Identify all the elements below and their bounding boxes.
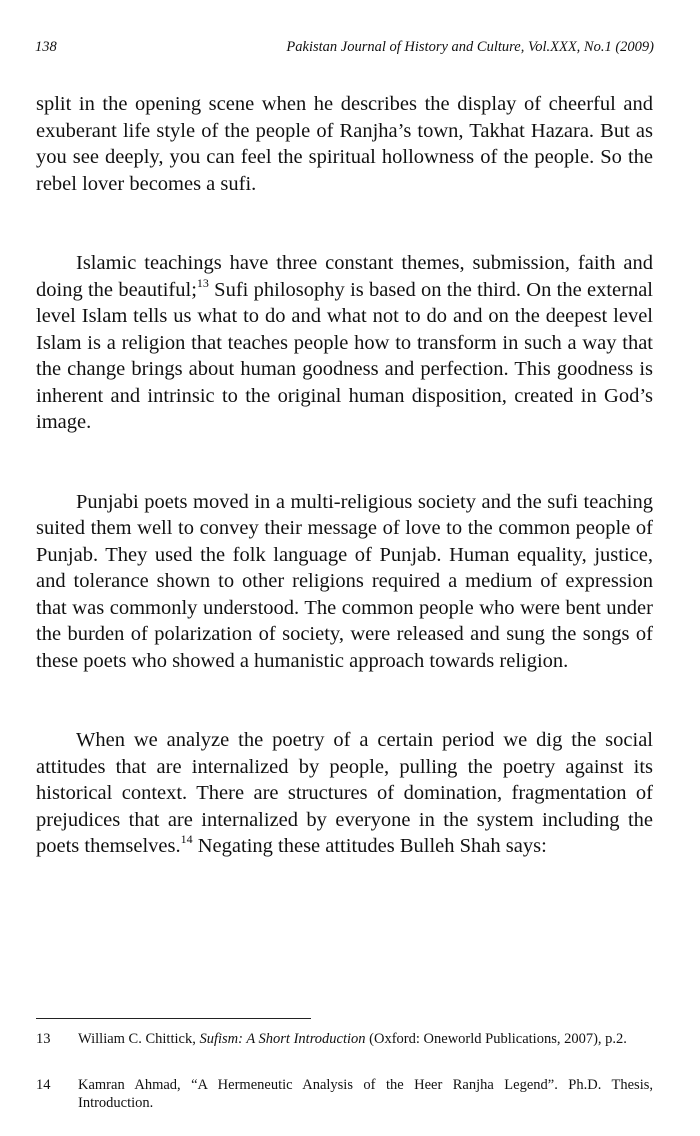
footnote-13-pre: William C. Chittick, <box>78 1031 200 1047</box>
footnote-14-number: 14 <box>36 1077 51 1093</box>
paragraph-4 <box>36 727 653 860</box>
page-number: 138 <box>35 39 57 55</box>
paragraph-3: Punjabi poets moved in a multi-religious society and the sufi teaching suited them well to convey their message of love to the common people of Punjab. They used the folk language of Punjab. Human equality, justice, and tolerance shown to other religions required a medium of expression that was commonly understood. The common people who were bent under the burden of polarization of society, were released and sung the songs of these poets who showed a humanistic approach towards religion. <box>36 490 653 672</box>
body-text <box>36 91 653 913</box>
footnote-13-number: 13 <box>36 1031 51 1047</box>
paragraph-4-text-a: When we analyze the poetry of a certain period we dig the social attitudes that are internalized by people, pulling the poetry against its historical context. There are structures of domination, fragmentation of prejudices that are internalized by everyone in the system including the poets themselves. <box>36 729 653 857</box>
footnote-divider <box>36 1018 311 1019</box>
footnote-ref-13[interactable]: 13 <box>196 275 209 290</box>
paragraph-2-text-b: Sufi philosophy is based on the third. On the external level Islam tells us what to do and what not to do and on the deepest level Islam is a religion that teaches people how to transform in such a way that the change brings about human goodness and perfection. This goodness is inherent and intrinsic to the original human disposition, created in God’s image. <box>36 278 653 433</box>
journal-title: Pakistan Journal of History and Culture, Vol.XXX, No.1 (2009) <box>286 39 654 55</box>
paragraph-4-text-b: Negating these attitudes Bulleh Shah says: <box>192 835 547 857</box>
footnote-14 <box>36 1076 653 1112</box>
footnote-13-book-title: Sufism: A Short Introduction <box>199 1031 366 1047</box>
paragraph-2 <box>36 250 653 436</box>
footnote-13-post: (Oxford: Oneworld Publications, 2007), p.2. <box>365 1031 627 1047</box>
footnote-13-text <box>78 1030 653 1048</box>
footnote-13 <box>36 1030 653 1048</box>
footnote-14-text: Kamran Ahmad, “A Hermeneutic Analysis of the Heer Ranjha Legend”. Ph.D. Thesis, Introduction. <box>78 1077 653 1111</box>
footnote-ref-14[interactable]: 14 <box>180 832 193 846</box>
paragraph-2-text-a: Islamic teachings have three constant themes, submission, faith and doing the beautiful; <box>36 252 653 301</box>
running-header <box>35 39 654 63</box>
paragraph-1: split in the opening scene when he describes the display of cheerful and exuberant life style of the people of Ranjha’s town, Takhat Hazara. But as you see deeply, you can feel the spiritual hollowness of the people. So the rebel lover becomes a sufi. <box>36 93 653 195</box>
